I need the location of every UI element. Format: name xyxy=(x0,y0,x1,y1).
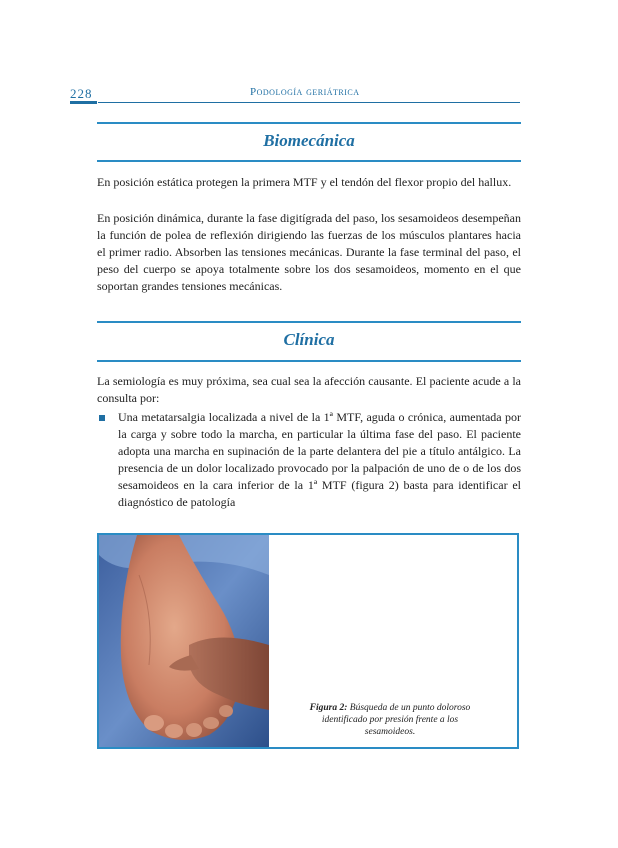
figure-photo xyxy=(99,535,269,747)
section-rule-bottom xyxy=(97,360,521,362)
running-head: Podología geriátrica xyxy=(250,86,360,98)
figure-caption xyxy=(300,702,480,738)
figure-label: Figura 2: xyxy=(309,703,348,713)
running-head-rule xyxy=(98,102,520,103)
bullet-item: Una metatarsalgia localizada a nivel de la 1ª MTF, aguda o crónica, aumentada por la carga y sobre todo la marcha, en particular la última fase del paso. El paciente adopta una marcha en supinación de la parte delantera del pie a título antálgico. La presencia de un dolor localizado provocado por la palpación de uno de o de los dos sesamoideos en la cara inferior de la 1ª MTF (figura 2) basta para identificar el diagnóstico de patología xyxy=(118,410,521,509)
paragraph: La semiología es muy próxima, sea cual sea la afección causante. El paciente acude a la consulta por: xyxy=(97,374,521,405)
figure-caption-text: Búsqueda de un punto doloroso identificado por presión frente a los sesamoideos. xyxy=(321,703,471,737)
page-number: 228 xyxy=(70,86,93,101)
paragraph: En posición estática protegen la primera MTF y el tendón del flexor propio del hallux. xyxy=(97,175,512,189)
paragraph: En posición dinámica, durante la fase digitígrada del paso, los sesamoideos desempeñan la función de polea de reflexión dirigiendo las fuerzas de los músculos plantares hacia el primer radio. Absorben las tensiones mecánicas. Durante la fase terminal del paso, el peso del cuerpo se apoya totalmente sobre los dos sesamoideos, momento en el que soportan grandes tensiones mecánicas. xyxy=(97,211,521,293)
bullet-square-icon xyxy=(99,415,105,421)
section-title-biomecanica: Biomecánica xyxy=(263,131,355,150)
section-title-clinica: Clínica xyxy=(283,330,335,349)
page-number-bar xyxy=(70,101,97,104)
section-rule-bottom xyxy=(97,160,521,162)
section-rule-top xyxy=(97,321,521,323)
section-rule-top xyxy=(97,122,521,124)
